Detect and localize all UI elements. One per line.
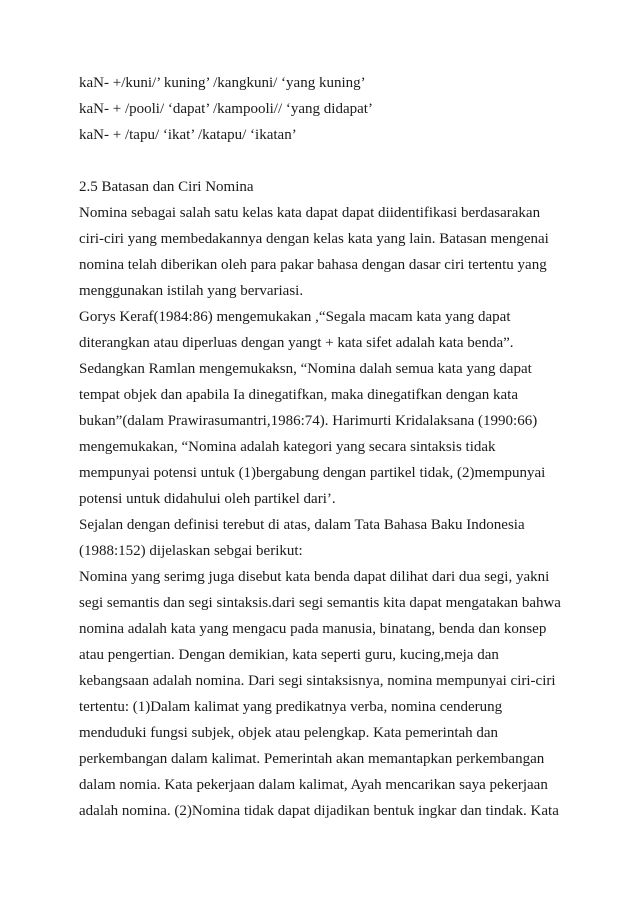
paragraph-line: (1988:152) dijelaskan sebgai berikut: [79, 543, 303, 559]
paragraph-line: diterangkan atau diperluas dengan yangt + kata sifet adalah kata benda”. [79, 335, 514, 351]
paragraph-line: ciri-ciri yang membedakannya dengan kelas kata yang lain. Batasan mengenai [79, 231, 549, 247]
paragraph-line: perkembangan dalam kalimat. Pemerintah akan memantapkan perkembangan [79, 751, 545, 767]
paragraph-line: dalam nomia. Kata pekerjaan dalam kalimat, Ayah mencarikan saya pekerjaan [79, 777, 548, 793]
paragraph-line: mengemukakan, “Nomina adalah kategori yang secara sintaksis tidak [79, 439, 496, 455]
paragraph-line: Sejalan dengan definisi terebut di atas, dalam Tata Bahasa Baku Indonesia [79, 517, 525, 533]
paragraph-line: potensi untuk didahului oleh partikel dari’. [79, 491, 336, 507]
paragraph-line: menduduki fungsi subjek, objek atau pelengkap. Kata pemerintah dan [79, 725, 499, 741]
body-text [79, 70, 569, 824]
paragraph-line: Gorys Keraf(1984:86) mengemukakan ,“Segala macam kata yang dapat [79, 309, 511, 325]
paragraph-line: Nomina sebagai salah satu kelas kata dapat dapat diidentifikasi berdasarakan [79, 205, 541, 221]
section-heading: 2.5 Batasan dan Ciri Nomina [79, 179, 254, 195]
paragraph-line: adalah nomina. (2)Nomina tidak dapat dijadikan bentuk ingkar dan tindak. Kata [79, 803, 559, 819]
paragraph-line: segi semantis dan segi sintaksis.dari segi semantis kita dapat mengatakan bahwa [79, 595, 561, 611]
example-line: kaN- + /pooli/ ‘dapat’ /kampooli// ‘yang didapat’ [79, 101, 373, 117]
spacer [79, 148, 569, 174]
paragraph-line: nomina telah diberikan oleh para pakar bahasa dengan dasar ciri tertentu yang [79, 257, 547, 273]
paragraph-line: menggunakan istilah yang bervariasi. [79, 283, 304, 299]
paragraph-line: tertentu: (1)Dalam kalimat yang predikatnya verba, nomina cenderung [79, 699, 503, 715]
paragraph-line: mempunyai potensi untuk (1)bergabung dengan partikel tidak, (2)mempunyai [79, 465, 546, 481]
paragraph-line: bukan”(dalam Prawirasumantri,1986:74). Harimurti Kridalaksana (1990:66) [79, 413, 538, 429]
paragraph-line: atau pengertian. Dengan demikian, kata seperti guru, kucing,meja dan [79, 647, 499, 663]
paragraph-line: nomina adalah kata yang mengacu pada manusia, binatang, benda dan konsep [79, 621, 547, 637]
paragraph-line: Sedangkan Ramlan mengemukaksn, “Nomina dalah semua kata yang dapat [79, 361, 532, 377]
example-line: kaN- +/kuni/’ kuning’ /kangkuni/ ‘yang kuning’ [79, 75, 366, 91]
paragraph-line: Nomina yang serimg juga disebut kata benda dapat dilihat dari dua segi, yakni [79, 569, 550, 585]
example-line: kaN- + /tapu/ ‘ikat’ /katapu/ ‘ikatan’ [79, 127, 297, 143]
paragraph-line: kebangsaan adalah nomina. Dari segi sintaksisnya, nomina mempunyai ciri-ciri [79, 673, 556, 689]
paragraph-line: tempat objek dan apabila Ia dinegatifkan, maka dinegatifkan dengan kata [79, 387, 518, 403]
